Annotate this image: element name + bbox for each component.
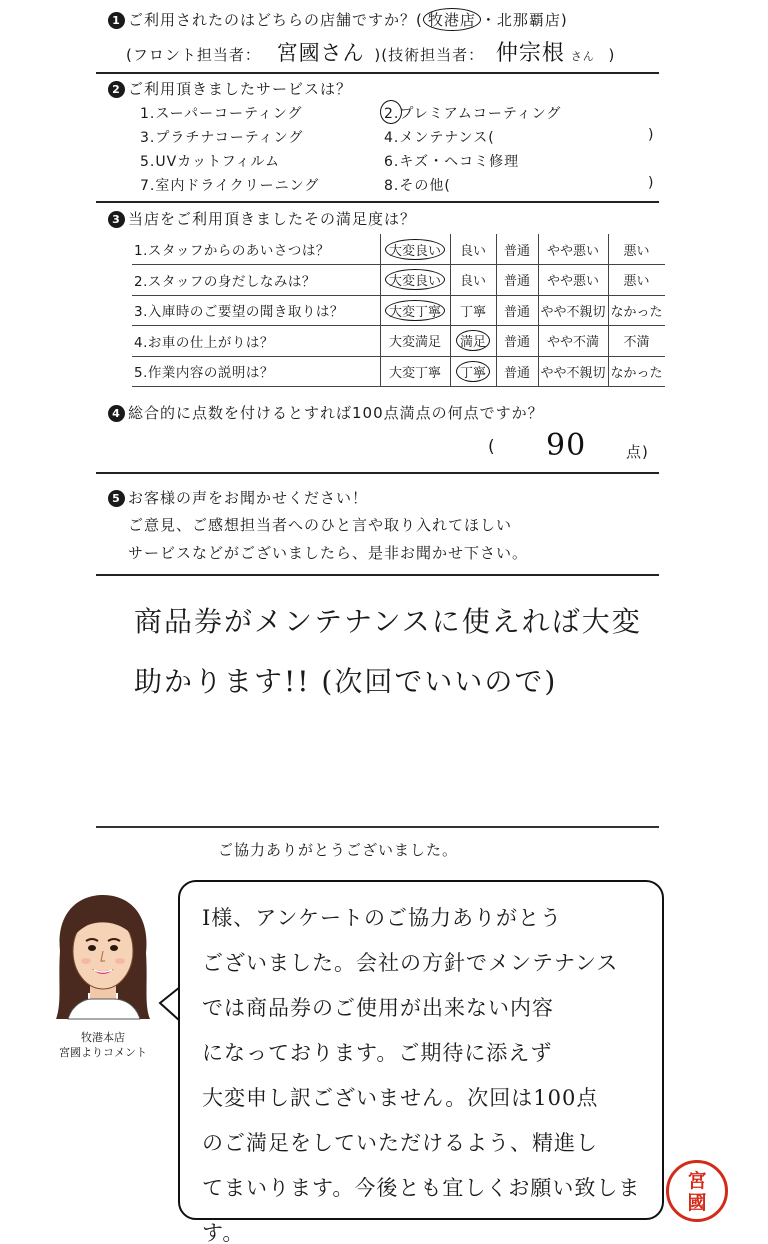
satisfaction-row <box>132 356 665 387</box>
satisfaction-row <box>132 326 665 357</box>
satisfaction-option <box>496 356 538 387</box>
q1-close-paren-2: ) <box>608 46 616 64</box>
divider <box>96 72 659 74</box>
satisfaction-row <box>132 265 665 296</box>
satisfaction-table <box>132 234 665 387</box>
service-option: 4.メンテナンス( <box>384 130 495 146</box>
satisfaction-option <box>608 295 665 326</box>
service-option-selected <box>384 103 561 123</box>
service-close-paren: ) <box>648 175 655 191</box>
satisfaction-option-label: やや不満 <box>547 335 600 351</box>
staff-avatar <box>48 893 158 1023</box>
satisfaction-option <box>608 265 665 296</box>
q5-question: お客様の声をお聞かせください！ <box>128 489 369 507</box>
q2-question: ご利用頂きましたサービスは？ <box>128 80 353 98</box>
score-value: 90 <box>546 428 587 463</box>
satisfaction-option-label: なかった <box>610 365 663 381</box>
satisfaction-option <box>496 295 538 326</box>
satisfaction-option <box>608 234 665 265</box>
divider <box>96 826 659 828</box>
satisfaction-row <box>132 234 665 265</box>
service-option: 8.その他( <box>384 178 451 194</box>
service-option: 5.UVカットフィルム <box>140 154 280 170</box>
staff-portrait-illustration <box>48 893 158 1023</box>
satisfaction-option <box>608 356 665 387</box>
satisfaction-option-selected: 満足 <box>456 330 490 351</box>
q3-question: 当店をご利用頂きましたその満足度は？ <box>128 210 417 228</box>
score-open-paren: ( <box>488 437 496 457</box>
satisfaction-option-label: やや悪い <box>547 274 600 290</box>
satisfaction-question: 1.スタッフからのあいさつは？ <box>132 234 380 265</box>
service-close-paren: ) <box>648 127 655 143</box>
q2-number: 2 <box>108 81 125 98</box>
satisfaction-option-label: 良い <box>459 274 486 290</box>
satisfaction-option <box>496 326 538 357</box>
q5-number: 5 <box>108 490 125 507</box>
satisfaction-option <box>380 234 450 265</box>
tech-staff-name: 仲宗根 <box>495 41 565 66</box>
divider <box>96 574 659 576</box>
score-unit: 点) <box>626 443 649 461</box>
satisfaction-option-selected: 大変丁寧 <box>385 300 445 321</box>
q1-line <box>108 8 568 31</box>
q1-close-paren: ) <box>560 11 568 29</box>
satisfaction-option <box>538 326 608 357</box>
divider <box>96 472 659 474</box>
staff-reply-bubble <box>178 880 664 1244</box>
q1-separator: ・ <box>480 11 497 29</box>
satisfaction-option-label: なかった <box>610 304 663 320</box>
satisfaction-option <box>496 265 538 296</box>
satisfaction-option-label: 普通 <box>503 365 530 381</box>
satisfaction-option <box>538 356 608 387</box>
q4-line <box>108 402 544 423</box>
q3-line <box>108 208 416 229</box>
divider <box>96 201 659 203</box>
satisfaction-option <box>450 295 496 326</box>
satisfaction-option-label: やや悪い <box>547 243 600 259</box>
satisfaction-option <box>380 356 450 387</box>
satisfaction-option <box>496 234 538 265</box>
satisfaction-option <box>450 234 496 265</box>
q1-staff-line <box>126 36 615 67</box>
satisfaction-option-label: 普通 <box>503 304 530 320</box>
store-option-makiminato: 牧港店 <box>423 8 481 31</box>
q4-number: 4 <box>108 405 125 422</box>
satisfaction-option-label: 大変丁寧 <box>388 365 441 381</box>
satisfaction-option <box>538 234 608 265</box>
service-option-label: 2.プレミアムコーティング <box>384 106 562 122</box>
staff-reply-text: I様、アンケートのご協力ありがとう ございました。会社の方針でメンテナンス では商品券のご使用が出来ない内容 になっております。ご期待に添えず 大変申し訳ございません。次回は100点 のご満足をしていただけるよう、精進し てまいります。今後とも宜しくお願い致します。 <box>202 906 641 1244</box>
thanks-message: ご協力ありがとうございました。 <box>218 841 459 859</box>
satisfaction-option <box>538 265 608 296</box>
tech-label: )(技術担当者： <box>374 46 485 64</box>
staff-caption <box>40 1030 166 1060</box>
q5-line <box>108 487 368 508</box>
satisfaction-option-label: 普通 <box>503 274 530 290</box>
service-option: 6.キズ・ヘコミ修理 <box>384 154 520 170</box>
q4-question: 総合的に点数を付けるとすれば100点満点の何点ですか？ <box>128 404 544 422</box>
satisfaction-option-label: 普通 <box>503 243 530 259</box>
satisfaction-question: 4.お車の仕上がりは？ <box>132 326 380 357</box>
satisfaction-option <box>380 265 450 296</box>
front-staff-name: 宮國さん <box>276 41 365 65</box>
satisfaction-option-selected: 丁寧 <box>456 361 490 382</box>
tech-staff-suffix: さん <box>570 50 595 63</box>
satisfaction-option <box>380 295 450 326</box>
satisfaction-option-label: 不満 <box>623 335 650 351</box>
satisfaction-option-label: 良い <box>459 243 486 259</box>
service-option: 3.プラチナコーティング <box>140 130 304 146</box>
hanko-stamp-text: 宮國 <box>687 1170 707 1214</box>
q1-question: ご利用されたのはどちらの店舗ですか？( <box>128 11 423 29</box>
satisfaction-option-label: 普通 <box>503 335 530 351</box>
front-label: (フロント担当者： <box>126 46 261 64</box>
customer-comment-line2: 助かります!! (次回でいいので) <box>134 665 558 698</box>
satisfaction-question: 5.作業内容の説明は？ <box>132 356 380 387</box>
customer-comment-line1: 商品券がメンテナンスに使えれば大変 <box>134 605 642 638</box>
selection-circle <box>380 100 402 124</box>
satisfaction-option-label: 悪い <box>623 274 650 290</box>
satisfaction-option-label: 悪い <box>623 243 650 259</box>
satisfaction-option-label: やや不親切 <box>540 365 606 381</box>
q5-instructions-2: サービスなどがございましたら、是非お聞かせ下さい。 <box>128 544 529 562</box>
service-option: 1.スーパーコーティング <box>140 106 303 122</box>
satisfaction-option <box>450 265 496 296</box>
q5-instructions-1: ご意見、ご感想担当者へのひと言や取り入れてほしい <box>128 516 513 534</box>
satisfaction-option <box>538 295 608 326</box>
satisfaction-option-label: やや不親切 <box>540 304 606 320</box>
satisfaction-option <box>450 356 496 387</box>
satisfaction-question: 2.スタッフの身だしなみは？ <box>132 265 380 296</box>
store-option-kitanaha: 北那覇店 <box>496 11 561 29</box>
satisfaction-option-label: 丁寧 <box>459 304 486 320</box>
service-option: 7.室内ドライクリーニング <box>140 178 320 194</box>
satisfaction-option <box>450 326 496 357</box>
q2-line <box>108 78 352 99</box>
satisfaction-option-label: 大変満足 <box>388 335 441 351</box>
satisfaction-question: 3.入庫時のご要望の聞き取りは？ <box>132 295 380 326</box>
hanko-stamp <box>666 1160 728 1222</box>
q3-number: 3 <box>108 211 125 228</box>
satisfaction-row <box>132 295 665 326</box>
staff-comment-label: 宮國よりコメント <box>59 1046 147 1059</box>
satisfaction-option-selected: 大変良い <box>385 269 445 290</box>
satisfaction-option <box>608 326 665 357</box>
q1-number: 1 <box>108 12 125 29</box>
satisfaction-option <box>380 326 450 357</box>
staff-store-name: 牧港本店 <box>81 1031 125 1044</box>
satisfaction-option-selected: 大変良い <box>385 239 445 260</box>
